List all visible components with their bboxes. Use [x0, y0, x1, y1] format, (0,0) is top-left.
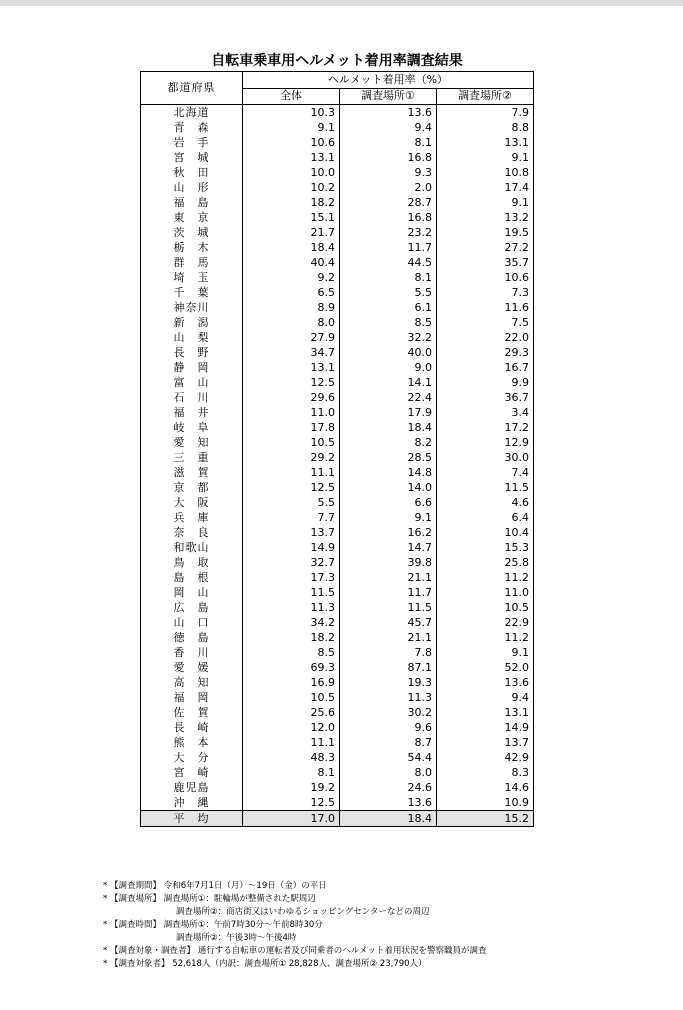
table-row — [141, 135, 534, 150]
rate-cell-site-2: 10.5 — [437, 600, 534, 615]
rate-cell-overall: 5.5 — [243, 495, 340, 510]
rate-cell-site-1: 22.4 — [340, 390, 437, 405]
rate-cell-site-1: 13.6 — [340, 795, 437, 811]
rate-cell-overall: 21.7 — [243, 225, 340, 240]
note-line — [103, 893, 603, 906]
table-row — [141, 780, 534, 795]
table-row — [141, 540, 534, 555]
rate-cell-overall: 14.9 — [243, 540, 340, 555]
rate-cell-site-1: 44.5 — [340, 255, 437, 270]
rate-cell-site-1: 45.7 — [340, 615, 437, 630]
table-row — [141, 570, 534, 585]
prefecture-cell: 群 馬 — [141, 255, 243, 270]
rate-cell-overall: 34.7 — [243, 345, 340, 360]
table-row — [141, 750, 534, 765]
prefecture-cell: 山 梨 — [141, 330, 243, 345]
prefecture-cell: 新 潟 — [141, 315, 243, 330]
average-cell-overall: 17.0 — [243, 811, 340, 827]
rate-cell-overall: 8.0 — [243, 315, 340, 330]
table-row — [141, 345, 534, 360]
prefecture-cell: 福 井 — [141, 405, 243, 420]
average-cell-site-1: 18.4 — [340, 811, 437, 827]
table-row — [141, 120, 534, 135]
rate-cell-site-1: 17.9 — [340, 405, 437, 420]
table-row — [141, 375, 534, 390]
rate-cell-site-1: 28.5 — [340, 450, 437, 465]
table-row — [141, 165, 534, 180]
prefecture-cell: 宮 崎 — [141, 765, 243, 780]
rate-cell-site-2: 17.4 — [437, 180, 534, 195]
table-row — [141, 300, 534, 315]
rate-cell-site-2: 17.2 — [437, 420, 534, 435]
prefecture-cell: 石 川 — [141, 390, 243, 405]
rate-cell-site-1: 7.8 — [340, 645, 437, 660]
table-row — [141, 630, 534, 645]
rate-cell-overall: 12.5 — [243, 795, 340, 811]
rate-cell-overall: 7.7 — [243, 510, 340, 525]
rate-cell-site-2: 13.2 — [437, 210, 534, 225]
rate-cell-site-2: 11.0 — [437, 585, 534, 600]
table-row — [141, 645, 534, 660]
note-bullet: * — [103, 946, 108, 956]
table-body — [141, 105, 534, 827]
rate-cell-site-1: 8.1 — [340, 270, 437, 285]
table-row — [141, 675, 534, 690]
rate-cell-site-2: 29.3 — [437, 345, 534, 360]
rate-cell-site-2: 11.2 — [437, 630, 534, 645]
rate-cell-site-2: 11.6 — [437, 300, 534, 315]
rate-cell-site-2: 22.0 — [437, 330, 534, 345]
note-bullet: * — [103, 959, 108, 969]
note-text: 【調査対象者】 52,618人（内訳：調査場所① 28,828人、調査場所② 23,790人） — [110, 959, 427, 969]
rate-cell-overall: 10.5 — [243, 435, 340, 450]
prefecture-cell: 愛 媛 — [141, 660, 243, 675]
rate-cell-site-1: 21.1 — [340, 570, 437, 585]
rate-cell-site-1: 11.3 — [340, 690, 437, 705]
prefecture-cell: 香 川 — [141, 645, 243, 660]
rate-cell-overall: 11.1 — [243, 735, 340, 750]
rate-cell-overall: 12.5 — [243, 375, 340, 390]
rate-cell-site-2: 27.2 — [437, 240, 534, 255]
rate-cell-site-1: 9.4 — [340, 120, 437, 135]
rate-cell-site-2: 11.2 — [437, 570, 534, 585]
rate-cell-overall: 17.8 — [243, 420, 340, 435]
rate-cell-overall: 11.1 — [243, 465, 340, 480]
rate-cell-overall: 48.3 — [243, 750, 340, 765]
document-title: 自転車乗車用ヘルメット着用率調査結果 — [211, 53, 463, 69]
prefecture-cell: 青 森 — [141, 120, 243, 135]
rate-cell-site-2: 8.3 — [437, 765, 534, 780]
table-row — [141, 420, 534, 435]
rate-cell-site-2: 25.8 — [437, 555, 534, 570]
note-text: 調査場所②：午後3時～午後4時 — [176, 933, 297, 943]
helmet-rate-group-header: ヘルメット着用率（%） — [243, 72, 534, 89]
rate-cell-site-1: 23.2 — [340, 225, 437, 240]
rate-cell-site-1: 9.6 — [340, 720, 437, 735]
rate-cell-overall: 11.5 — [243, 585, 340, 600]
rate-cell-overall: 34.2 — [243, 615, 340, 630]
column-header-overall: 全体 — [243, 88, 340, 105]
rate-cell-site-1: 14.1 — [340, 375, 437, 390]
prefecture-cell: 滋 賀 — [141, 465, 243, 480]
rate-cell-overall: 29.2 — [243, 450, 340, 465]
prefecture-cell: 千 葉 — [141, 285, 243, 300]
rate-cell-site-2: 22.9 — [437, 615, 534, 630]
prefecture-cell: 山 形 — [141, 180, 243, 195]
prefecture-cell: 和歌山 — [141, 540, 243, 555]
prefecture-cell: 京 都 — [141, 480, 243, 495]
rate-cell-overall: 25.6 — [243, 705, 340, 720]
table-row — [141, 105, 534, 121]
table-row — [141, 150, 534, 165]
rate-cell-site-1: 19.3 — [340, 675, 437, 690]
rate-cell-site-1: 16.2 — [340, 525, 437, 540]
rate-cell-overall: 13.1 — [243, 360, 340, 375]
rate-cell-site-1: 21.1 — [340, 630, 437, 645]
rate-cell-overall: 11.3 — [243, 600, 340, 615]
prefecture-header: 都道府県 — [141, 72, 243, 105]
rate-cell-site-1: 8.1 — [340, 135, 437, 150]
rate-cell-overall: 8.5 — [243, 645, 340, 660]
rate-cell-site-2: 10.4 — [437, 525, 534, 540]
rate-cell-overall: 18.2 — [243, 195, 340, 210]
note-text: 【調査時間】 調査場所①：午前7時30分～午前8時30分 — [110, 920, 323, 930]
rate-cell-site-2: 7.5 — [437, 315, 534, 330]
note-line — [103, 919, 603, 932]
note-line — [103, 880, 603, 893]
rate-cell-site-2: 10.6 — [437, 270, 534, 285]
table-row — [141, 405, 534, 420]
rate-cell-site-1: 32.2 — [340, 330, 437, 345]
prefecture-cell: 大 分 — [141, 750, 243, 765]
prefecture-cell: 島 根 — [141, 570, 243, 585]
prefecture-cell: 奈 良 — [141, 525, 243, 540]
table-row — [141, 390, 534, 405]
table-row — [141, 360, 534, 375]
rate-cell-site-2: 9.1 — [437, 195, 534, 210]
rate-cell-site-2: 30.0 — [437, 450, 534, 465]
rate-cell-site-1: 11.5 — [340, 600, 437, 615]
table-row — [141, 615, 534, 630]
rate-cell-overall: 40.4 — [243, 255, 340, 270]
rate-cell-site-2: 13.7 — [437, 735, 534, 750]
rate-cell-site-2: 7.3 — [437, 285, 534, 300]
rate-cell-site-2: 9.9 — [437, 375, 534, 390]
table-row — [141, 255, 534, 270]
rate-cell-site-1: 40.0 — [340, 345, 437, 360]
rate-cell-site-1: 13.6 — [340, 105, 437, 121]
table-row — [141, 450, 534, 465]
rate-cell-site-2: 7.4 — [437, 465, 534, 480]
prefecture-cell: 岡 山 — [141, 585, 243, 600]
prefecture-cell: 兵 庫 — [141, 510, 243, 525]
rate-cell-site-1: 14.7 — [340, 540, 437, 555]
prefecture-cell: 沖 縄 — [141, 795, 243, 811]
rate-cell-overall: 9.2 — [243, 270, 340, 285]
table-row — [141, 735, 534, 750]
rate-cell-site-1: 28.7 — [340, 195, 437, 210]
rate-cell-site-2: 15.3 — [437, 540, 534, 555]
table-row — [141, 225, 534, 240]
rate-cell-site-2: 9.1 — [437, 150, 534, 165]
prefecture-cell: 東 京 — [141, 210, 243, 225]
prefecture-cell: 秋 田 — [141, 165, 243, 180]
rate-cell-overall: 32.7 — [243, 555, 340, 570]
prefecture-cell: 長 野 — [141, 345, 243, 360]
rate-cell-site-1: 87.1 — [340, 660, 437, 675]
prefecture-cell: 宮 城 — [141, 150, 243, 165]
prefecture-cell: 北海道 — [141, 105, 243, 121]
rate-cell-overall: 16.9 — [243, 675, 340, 690]
rate-cell-site-1: 5.5 — [340, 285, 437, 300]
prefecture-cell: 岩 手 — [141, 135, 243, 150]
prefecture-cell: 鹿児島 — [141, 780, 243, 795]
table-row — [141, 195, 534, 210]
rate-cell-site-1: 2.0 — [340, 180, 437, 195]
rate-cell-overall: 15.1 — [243, 210, 340, 225]
note-text: 【調査場所】 調査場所①：駐輪場が整備された駅周辺 — [110, 894, 316, 904]
rate-cell-site-1: 16.8 — [340, 150, 437, 165]
note-bullet: * — [103, 894, 108, 904]
rate-cell-site-2: 4.6 — [437, 495, 534, 510]
rate-cell-site-1: 30.2 — [340, 705, 437, 720]
rate-cell-overall: 9.1 — [243, 120, 340, 135]
prefecture-cell: 山 口 — [141, 615, 243, 630]
table-row — [141, 555, 534, 570]
average-cell-site-2: 15.2 — [437, 811, 534, 827]
rate-cell-site-1: 8.2 — [340, 435, 437, 450]
prefecture-cell: 静 岡 — [141, 360, 243, 375]
rate-cell-overall: 6.5 — [243, 285, 340, 300]
rate-cell-site-1: 54.4 — [340, 750, 437, 765]
prefecture-cell: 茨 城 — [141, 225, 243, 240]
top-bar — [0, 0, 683, 6]
table-row — [141, 600, 534, 615]
table-row — [141, 180, 534, 195]
prefecture-cell: 長 崎 — [141, 720, 243, 735]
rate-cell-overall: 13.1 — [243, 150, 340, 165]
note-bullet: * — [103, 881, 108, 891]
rate-cell-site-1: 8.5 — [340, 315, 437, 330]
column-header-site-1: 調査場所① — [340, 88, 437, 105]
rate-cell-overall: 12.5 — [243, 480, 340, 495]
prefecture-cell: 愛 知 — [141, 435, 243, 450]
rate-cell-overall: 8.1 — [243, 765, 340, 780]
table-row — [141, 495, 534, 510]
rate-cell-site-2: 9.1 — [437, 645, 534, 660]
rate-cell-site-2: 19.5 — [437, 225, 534, 240]
prefecture-cell: 栃 木 — [141, 240, 243, 255]
rate-cell-site-2: 13.1 — [437, 705, 534, 720]
prefecture-cell: 福 岡 — [141, 690, 243, 705]
rate-cell-overall: 69.3 — [243, 660, 340, 675]
table-row — [141, 465, 534, 480]
table-row — [141, 330, 534, 345]
rate-cell-site-1: 11.7 — [340, 240, 437, 255]
prefecture-cell: 三 重 — [141, 450, 243, 465]
note-line — [103, 932, 603, 945]
prefecture-cell: 高 知 — [141, 675, 243, 690]
rate-cell-site-2: 16.7 — [437, 360, 534, 375]
rate-cell-overall: 11.0 — [243, 405, 340, 420]
note-text: 【調査対象・調査者】 通行する自転車の運転者及び同乗者のヘルメット着用状況を警察職員が調査 — [110, 946, 487, 956]
prefecture-cell: 福 島 — [141, 195, 243, 210]
table-row — [141, 585, 534, 600]
rate-cell-overall: 13.7 — [243, 525, 340, 540]
rate-cell-overall: 12.0 — [243, 720, 340, 735]
rate-cell-site-2: 11.5 — [437, 480, 534, 495]
table-row — [141, 705, 534, 720]
rate-cell-site-2: 14.9 — [437, 720, 534, 735]
table-row — [141, 210, 534, 225]
table-row — [141, 315, 534, 330]
prefecture-cell: 徳 島 — [141, 630, 243, 645]
rate-cell-site-2: 52.0 — [437, 660, 534, 675]
prefecture-cell: 広 島 — [141, 600, 243, 615]
rate-cell-site-2: 3.4 — [437, 405, 534, 420]
rate-cell-overall: 18.4 — [243, 240, 340, 255]
prefecture-cell: 富 山 — [141, 375, 243, 390]
average-label: 平 均 — [141, 811, 243, 827]
helmet-rate-table — [140, 71, 534, 827]
table-row — [141, 510, 534, 525]
rate-cell-site-1: 8.0 — [340, 765, 437, 780]
rate-cell-site-1: 6.6 — [340, 495, 437, 510]
rate-cell-site-2: 7.9 — [437, 105, 534, 121]
rate-cell-overall: 10.2 — [243, 180, 340, 195]
rate-cell-overall: 10.3 — [243, 105, 340, 121]
rate-cell-site-2: 9.4 — [437, 690, 534, 705]
rate-cell-overall: 19.2 — [243, 780, 340, 795]
rate-cell-overall: 18.2 — [243, 630, 340, 645]
rate-cell-overall: 10.5 — [243, 690, 340, 705]
note-bullet: * — [103, 920, 108, 930]
rate-cell-overall: 27.9 — [243, 330, 340, 345]
table-row — [141, 690, 534, 705]
prefecture-cell: 岐 阜 — [141, 420, 243, 435]
rate-cell-overall: 8.9 — [243, 300, 340, 315]
rate-cell-site-2: 14.6 — [437, 780, 534, 795]
table-row — [141, 525, 534, 540]
rate-cell-site-1: 24.6 — [340, 780, 437, 795]
rate-cell-site-1: 39.8 — [340, 555, 437, 570]
rate-cell-site-2: 42.9 — [437, 750, 534, 765]
rate-cell-overall: 10.6 — [243, 135, 340, 150]
rate-cell-overall: 29.6 — [243, 390, 340, 405]
prefecture-cell: 大 阪 — [141, 495, 243, 510]
prefecture-cell: 埼 玉 — [141, 270, 243, 285]
table-row — [141, 240, 534, 255]
table-row — [141, 660, 534, 675]
table-row — [141, 720, 534, 735]
rate-cell-site-1: 9.3 — [340, 165, 437, 180]
rate-cell-site-2: 35.7 — [437, 255, 534, 270]
table-row — [141, 480, 534, 495]
note-line — [103, 906, 603, 919]
rate-cell-site-2: 8.8 — [437, 120, 534, 135]
rate-cell-site-1: 6.1 — [340, 300, 437, 315]
rate-cell-site-1: 14.0 — [340, 480, 437, 495]
rate-cell-site-2: 13.1 — [437, 135, 534, 150]
average-row — [141, 811, 534, 827]
rate-cell-site-2: 13.6 — [437, 675, 534, 690]
rate-cell-site-1: 9.0 — [340, 360, 437, 375]
rate-cell-site-1: 16.8 — [340, 210, 437, 225]
prefecture-cell: 熊 本 — [141, 735, 243, 750]
rate-cell-site-1: 8.7 — [340, 735, 437, 750]
table-row — [141, 435, 534, 450]
prefecture-cell: 神奈川 — [141, 300, 243, 315]
rate-cell-site-1: 18.4 — [340, 420, 437, 435]
rate-cell-site-1: 11.7 — [340, 585, 437, 600]
rate-cell-site-2: 12.9 — [437, 435, 534, 450]
prefecture-cell: 佐 賀 — [141, 705, 243, 720]
note-text: 調査場所②：商店街又はいわゆるショッピングセンターなどの周辺 — [176, 907, 430, 917]
table-row — [141, 795, 534, 811]
rate-cell-site-1: 9.1 — [340, 510, 437, 525]
rate-cell-site-2: 36.7 — [437, 390, 534, 405]
note-text: 【調査期間】 令和6年7月1日（月）～19日（金）の平日 — [110, 881, 327, 891]
table-row — [141, 285, 534, 300]
note-line — [103, 958, 603, 971]
column-header-site-2: 調査場所② — [437, 88, 534, 105]
rate-cell-overall: 10.0 — [243, 165, 340, 180]
survey-notes — [103, 880, 603, 971]
rate-cell-site-1: 14.8 — [340, 465, 437, 480]
rate-cell-site-2: 10.8 — [437, 165, 534, 180]
note-line — [103, 945, 603, 958]
rate-cell-overall: 17.3 — [243, 570, 340, 585]
table-row — [141, 270, 534, 285]
rate-cell-site-2: 6.4 — [437, 510, 534, 525]
rate-cell-site-2: 10.9 — [437, 795, 534, 811]
prefecture-cell: 鳥 取 — [141, 555, 243, 570]
table-row — [141, 765, 534, 780]
